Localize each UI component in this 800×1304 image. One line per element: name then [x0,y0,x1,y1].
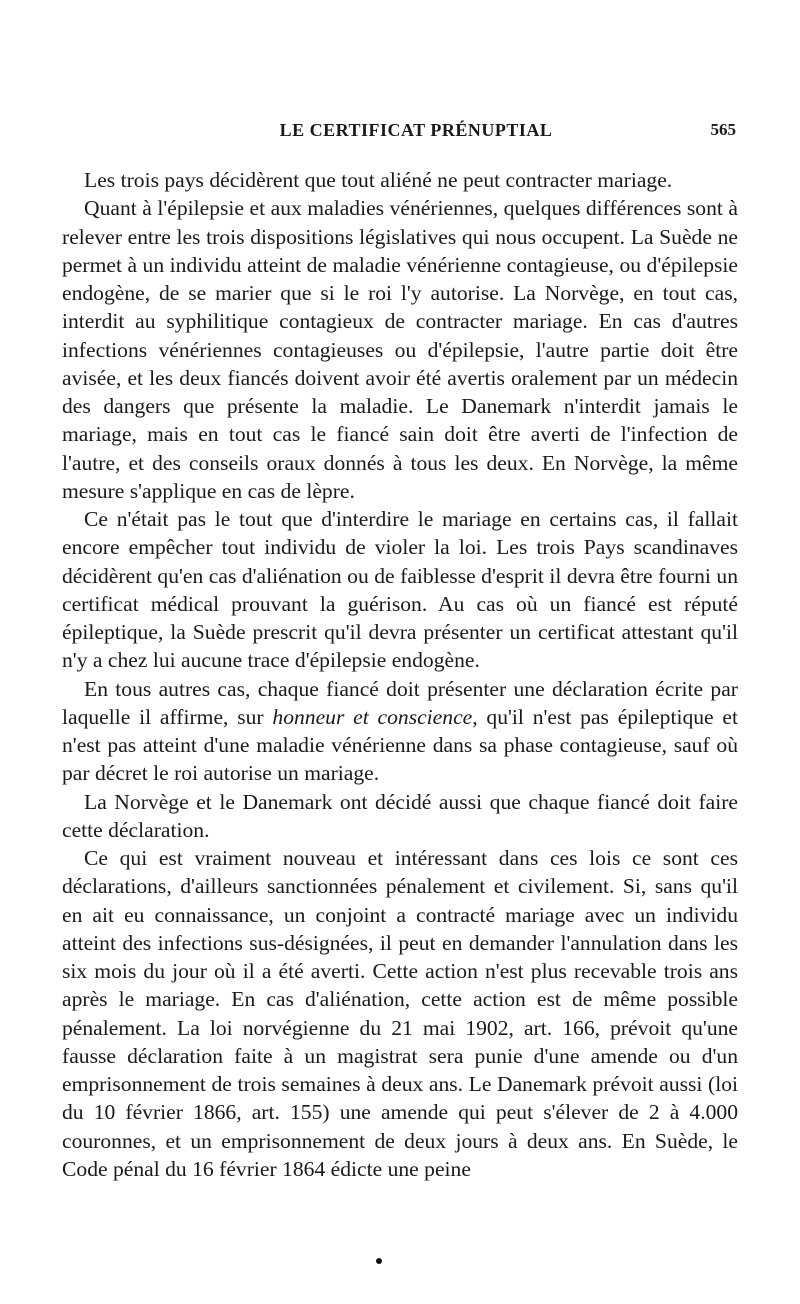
paragraph-text: En tous autres cas, chaque fiancé doit présenter une déclaration écrite par laquelle il affirme, sur [62,676,738,729]
paragraph [62,675,738,788]
running-head [86,116,746,146]
paragraph: La Norvège et le Danemark ont décidé aussi que chaque fiancé doit faire cette déclaration. [62,789,738,842]
running-title: LE CERTIFICAT PRÉNUPTIAL [279,120,553,140]
signature-mark-dot [376,1258,382,1264]
italic-phrase: honneur et conscience [272,704,473,729]
page-number: 565 [710,120,736,139]
paragraph: Ce qui est vraiment nouveau et intéressant dans ces lois ce sont ces déclarations, d'ailleurs sanctionnées pénalement et civilement. Si, sans qu'il en ait eu connaissance, un conjoint a contracté mariage avec un individu atteint des infections sus-désignées, il peut en demander l'annulation dans les six mois du jour où il a été averti. Cette action n'est plus recevable trois ans après le mariage. En cas d'aliénation, cette action est de même possible pénalement. La loi norvégienne du 21 mai 1902, art. 166, prévoit qu'une fausse déclaration faite à un magistrat sera punie d'une amende ou d'un emprisonnement de trois semaines à deux ans. Le Danemark prévoit aussi (loi du 10 février 1866, art. 155) une amende qui peut s'élever de 2 à 4.000 couronnes, et un emprisonnement de deux jours à deux ans. En Suède, le Code pénal du 16 février 1864 édicte une peine [62,846,738,1181]
paragraph: Les trois pays décidèrent que tout aliéné ne peut contracter mariage. [84,168,673,192]
body-text [62,166,738,1183]
paragraph: Quant à l'épilepsie et aux maladies vénériennes, quelques différences sont à relever entre les trois dispositions législatives qui nous occupent. La Suède ne permet à un individu atteint de maladie vénérienne contagieuse, ou d'épilepsie endogène, de se marier que si le roi l'y autorise. La Norvège, en tout cas, interdit au syphilitique contagieux de contracter mariage. En cas d'autres infections vénériennes contagieuses ou d'épilepsie, l'autre partie doit être avisée, et les deux fiancés doivent avoir été avertis oralement par un médecin des dangers que présente la maladie. Le Danemark n'interdit jamais le mariage, mais en tout cas le fiancé sain doit être averti de l'infection de l'autre, et des conseils oraux donnés à tous les deux. En Norvège, la même mesure s'applique en cas de lèpre. [62,196,738,503]
paragraph-text: , qu'il n'est pas épileptique et n'est pas atteint d'une maladie vénérienne dans sa phase contagieuse, sauf où par décret le roi autorise un mariage. [62,704,739,786]
paragraph: Ce n'était pas le tout que d'interdire le mariage en certains cas, il fallait encore empêcher tout individu de violer la loi. Les trois Pays scandinaves décidèrent qu'en cas d'aliénation ou de faiblesse d'esprit il devra être fourni un certificat médical prouvant la guérison. Au cas où un fiancé est réputé épileptique, la Suède prescrit qu'il devra présenter un certificat attestant qu'il n'y a chez lui aucune trace d'épilepsie endogène. [62,507,738,673]
